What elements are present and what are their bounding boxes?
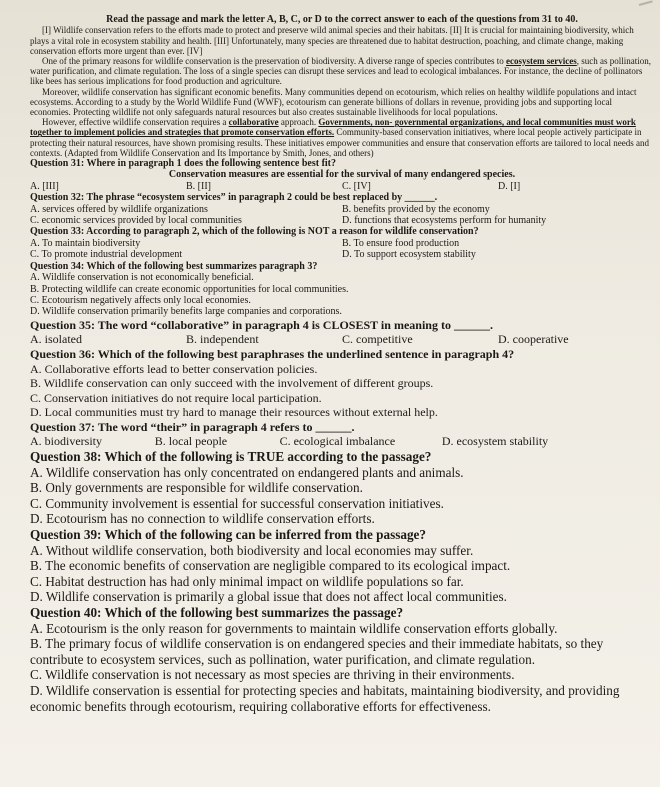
option-a[interactable]: A. Wildlife conservation has only concentrated on endangered plants and animals. [30,464,464,480]
option-b[interactable]: B. To ensure food production [342,237,460,249]
option-b[interactable]: B. Wildlife conservation can only succeed with the involvement of different groups. [30,376,434,391]
option-b[interactable]: B. [II] [186,180,211,192]
option-a[interactable]: A. services offered by wildlife organizations [30,203,208,215]
passage-paragraph-2: One of the primary reasons for wildlife conservation is the preservation of biodiversity. A diverse range of species contributes to ecosystem services, such as pollination, water purification, and climate regulation. The loss of a single species can disrupt these services and lead to ecological imbalances. For instance, the decline of pollinators like bees has serious implications for food production and agriculture. [30,56,652,87]
option-b[interactable]: B. independent [186,332,259,347]
option-c[interactable]: C. To promote industrial development [30,249,183,261]
option-d[interactable]: D. Ecotourism has no connection to wildlife conservation efforts. [30,511,375,527]
question-32-stem: Question 32: The phrase “ecosystem services” in paragraph 2 could be best replaced by ______. [30,192,438,204]
question-37-options [30,434,654,449]
option-c[interactable]: C. ecological imbalance [279,434,396,449]
question-33-options-row-2 [30,249,654,260]
question-39-stem: Question 39: Which of the following can be inferred from the passage? [30,527,426,543]
option-a[interactable]: A. biodiversity [30,434,102,449]
question-33-stem: Question 33: According to paragraph 2, which of the following is NOT a reason for wildlife conservation? [30,226,479,238]
question-31-options [30,181,654,192]
option-d[interactable]: D. Local communities must try hard to manage their resources without external help. [30,405,438,420]
option-d[interactable]: D. ecosystem stability [441,434,549,449]
question-37 [30,420,654,449]
question-36-stem: Question 36: Which of the following best paraphrases the underlined sentence in paragraph 4? [30,346,515,361]
option-d[interactable]: D. Wildlife conservation primarily benefits large companies and corporations. [30,306,342,318]
option-a[interactable]: A. [III] [30,180,59,192]
option-d[interactable]: D. Wildlife conservation is primarily a global issue that does not affect local communities. [30,589,507,605]
question-35-stem: Question 35: The word “collaborative” in paragraph 4 is CLOSEST in meaning to ______. [30,317,493,332]
question-31-stem: Question 31: Where in paragraph 1 does the following sentence best fit? [30,158,337,170]
worksheet-content [30,14,654,714]
question-33 [30,226,654,260]
question-31 [30,158,654,192]
passage-paragraph-3: Moreover, wildlife conservation has significant economic benefits. Many communities depend on ecotourism, which relies on healthy wildlife populations and intact ecosystems. According to a study by the World Wildlife Fund (WWF), ecotourism can generate billions of dollars in revenue, providing jobs and supporting local economies. Protecting wildlife not only safeguards natural resources but also creates sustainable livelihoods for local populations. [30,86,637,118]
option-b[interactable]: B. local people [154,434,228,449]
option-a[interactable]: A. Without wildlife conservation, both biodiversity and local economies may suffer. [30,542,474,558]
reading-passage [30,25,654,158]
option-c[interactable]: C. competitive [342,332,413,347]
option-b[interactable]: B. Protecting wildlife can create economic opportunities for local communities. [30,283,349,295]
question-38-stem: Question 38: Which of the following is TRUE according to the passage? [30,449,432,465]
question-36 [30,347,654,420]
question-34 [30,261,654,318]
option-b[interactable]: B. The primary focus of wildlife conservation is on endangered species and their immediate habitats, so they contribute to ecosystem services, such as pollination, water purification, and climate regulation. [30,636,604,667]
option-c[interactable]: C. Community involvement is essential for successful conservation initiatives. [30,495,444,511]
option-d[interactable]: D. To support ecosystem stability [342,249,476,261]
question-39 [30,527,654,605]
option-c[interactable]: C. economic services provided by local communities [30,215,242,227]
option-c[interactable]: C. Habitat destruction has had only minimal impact on wildlife populations so far. [30,573,464,589]
question-40-stem: Question 40: Which of the following best summarizes the passage? [30,605,404,621]
option-c[interactable]: C. Wildlife conservation is not necessary as most species are thriving in their environments. [30,667,515,683]
passage-paragraph-4: However, effective wildlife conservation requires a collaborative approach. Governments, non- governmental organizations, and local communities must work together to implement policies and strategies that promote conservation efforts. Community-based conservation initiatives, where local people actively participate in protecting their natural resources, have shown promising results. These initiatives empower communities and ensure that conservation efforts are tailored to local needs and contexts. (Adapted from Wildlife Conservation and Its Importance by Smith, Jones, and others) [30,117,649,158]
question-37-stem: Question 37: The word “their” in paragraph 4 refers to ______. [30,419,355,434]
question-33-options-row-1 [30,238,654,249]
question-38 [30,449,654,527]
option-a[interactable]: A. Collaborative efforts lead to better conservation policies. [30,361,318,376]
question-32 [30,192,654,226]
option-d[interactable]: D. functions that ecosystems perform for humanity [342,215,547,227]
question-35 [30,318,654,347]
question-40 [30,605,654,714]
option-a[interactable]: A. isolated [30,332,82,347]
option-b[interactable]: B. benefits provided by the economy [342,203,490,215]
option-c[interactable]: C. Conservation initiatives do not require local participation. [30,390,322,405]
question-31-sentence: Conservation measures are essential for the survival of many endangered species. [168,169,516,181]
option-a[interactable]: A. Ecotourism is the only reason for governments to maintain wildlife conservation efforts globally. [30,620,558,636]
option-d[interactable]: D. [I] [498,180,521,192]
option-c[interactable]: C. Ecotourism negatively affects only local economies. [30,294,251,306]
instructions-heading: Read the passage and mark the letter A, B, C, or D to the correct answer to each of the questions from 31 to 40. [106,14,578,25]
option-c[interactable]: C. [IV] [342,180,371,192]
option-d[interactable]: D. Wildlife conservation is essential for protecting species and habitats, maintaining biodiversity, and providing economic benefits through ecotourism, requiring collaborative efforts for effectiveness. [30,682,620,714]
question-35-options [30,332,654,347]
option-b[interactable]: B. Only governments are responsible for wildlife conservation. [30,480,363,496]
option-b[interactable]: B. The economic benefits of conservation are negligible compared to its ecological impact. [30,558,511,574]
question-32-options-row-2 [30,215,654,226]
passage-paragraph-1: [I] Wildlife conservation refers to the efforts made to protect and preserve wild animal species and their habitats. [II] It is crucial for maintaining biodiversity, which plays a vital role in ecosystem stability and health. [III] Unfortunately, many species are threatened due to habitat destruction, poaching, and climate change, making conservation efforts more urgent than ever. [IV] [30,25,634,56]
option-a[interactable]: A. To maintain biodiversity [30,237,141,249]
question-32-options-row-1 [30,204,654,215]
question-34-stem: Question 34: Which of the following best summarizes paragraph 3? [30,260,318,272]
option-d[interactable]: D. cooperative [498,332,569,347]
option-a[interactable]: A. Wildlife conservation is not economically beneficial. [30,272,254,284]
